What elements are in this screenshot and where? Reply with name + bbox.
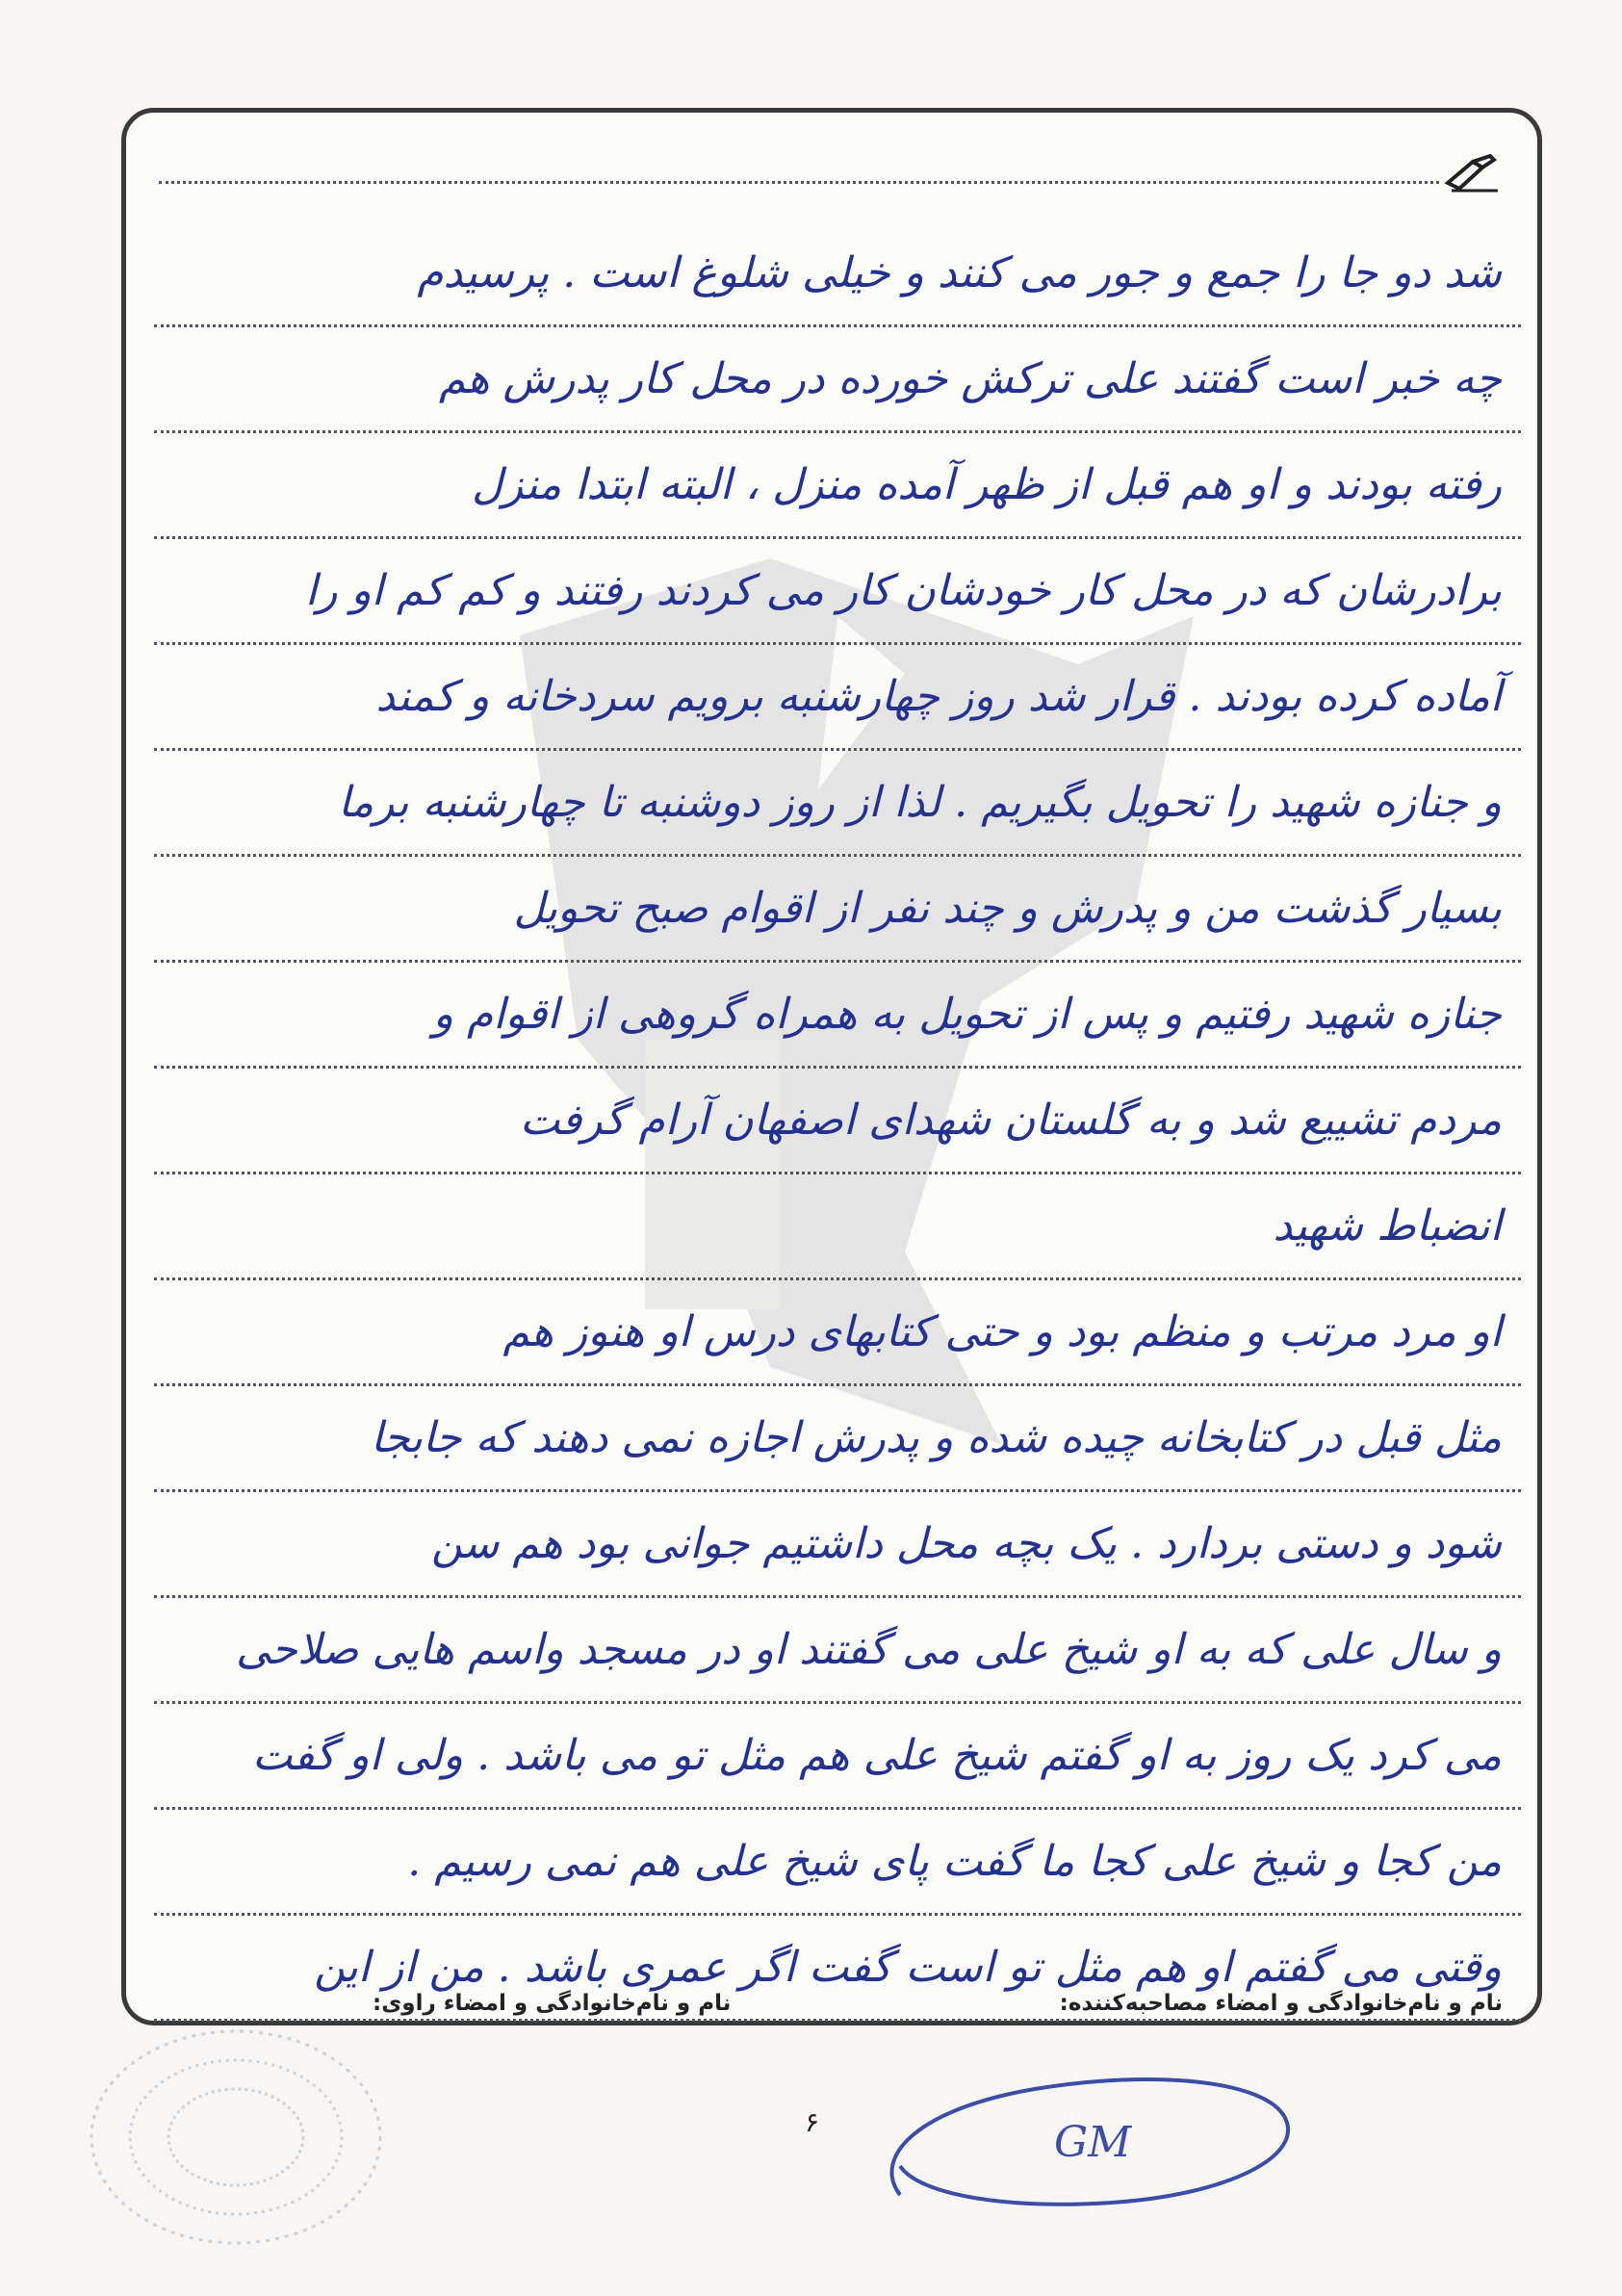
handwritten-line: و جنازه شهید را تحویل بگیریم . لذا از روز دوشنبه تا چهارشنبه برما — [154, 751, 1521, 857]
handwritten-line: رفته بودند و او هم قبل از ظهر آمده منزل ، البته ابتدا منزل — [154, 433, 1521, 539]
svg-text:GM: GM — [1054, 2118, 1132, 2167]
handwritten-line: و سال علی که به او شیخ علی می گفتند او در مسجد واسم هایی صلاحی — [154, 1598, 1521, 1704]
pen-writing-icon — [1444, 154, 1500, 193]
page-number: ۶ — [805, 2106, 820, 2138]
handwritten-line: می کرد یک روز به او گفتم شیخ علی هم مثل تو می باشد . ولی او گفت — [154, 1704, 1521, 1810]
fingerprint-smudge — [72, 2012, 399, 2262]
handwritten-line: من کجا و شیخ علی کجا ما گفت پای شیخ علی هم نمی رسیم . — [154, 1810, 1521, 1916]
interviewer-signature-label: نام و نام‌خانوادگی و امضاء مصاحبه‌کننده: — [1059, 1991, 1503, 2016]
handwritten-signature — [862, 2051, 1314, 2214]
handwritten-line: وقتی می گفتم او هم مثل تو است گفت اگر عمری باشد . من از این — [154, 1916, 1521, 2022]
handwritten-line: شود و دستی بردارد . یک بچه محل داشتیم جوانی بود هم سن — [154, 1492, 1521, 1598]
handwritten-line: برادرشان که در محل کار خودشان کار می کردند رفتند و کم کم او را — [154, 539, 1521, 645]
handwritten-line: چه خبر است گفتند علی ترکش خورده در محل کار پدرش هم — [154, 327, 1521, 433]
handwritten-heading: انضباط شهید — [154, 1174, 1521, 1280]
handwritten-line: مردم تشییع شد و به گلستان شهدای اصفهان آرام گرفت — [154, 1069, 1521, 1174]
handwritten-line: مثل قبل در کتابخانه چیده شده و پدرش اجازه نمی دهند که جابجا — [154, 1386, 1521, 1492]
handwritten-line: او مرد مرتب و منظم بود و حتی کتابهای درس او هنوز هم — [154, 1280, 1521, 1386]
header-dotted-rule — [159, 181, 1439, 184]
handwritten-line: جنازه شهید رفتیم و پس از تحویل به همراه گروهی از اقوام و — [154, 963, 1521, 1069]
handwritten-text-area — [154, 221, 1521, 2022]
handwritten-line: شد دو جا را جمع و جور می کنند و خیلی شلوغ است . پرسیدم — [154, 221, 1521, 327]
narrator-signature-label: نام و نام‌خانوادگی و امضاء راوی: — [373, 1991, 732, 2016]
handwritten-line: بسیار گذشت من و پدرش و چند نفر از اقوام صبح تحویل — [154, 857, 1521, 963]
handwritten-line: آماده کرده بودند . قرار شد روز چهارشنبه برویم سردخانه و کمند — [154, 645, 1521, 751]
